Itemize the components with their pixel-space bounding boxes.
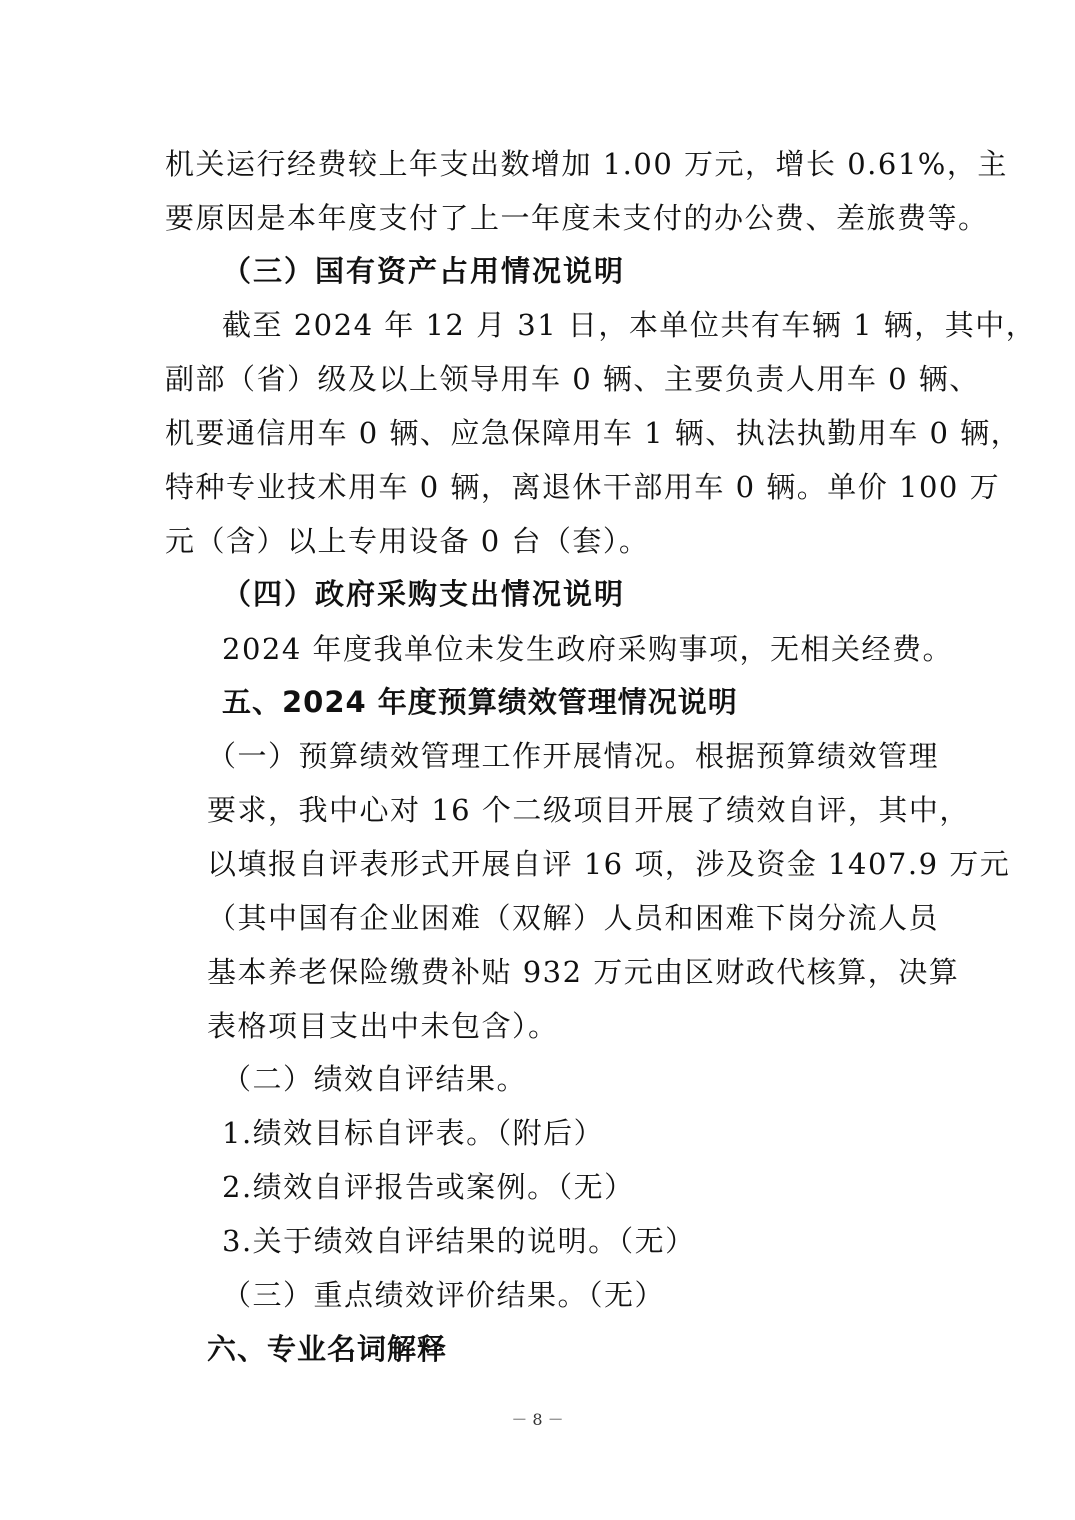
paragraph-line: 表格项目支出中未包含）。: [207, 1009, 559, 1043]
paragraph-line: 机要通信用车 0 辆、应急保障用车 1 辆、执法执勤用车 0 辆，: [165, 416, 1022, 450]
list-item: 3.关于绩效自评结果的说明。（无）: [222, 1224, 696, 1258]
paragraph-line: 截至 2024 年 12 月 31 日，本单位共有车辆 1 辆，其中，: [222, 308, 1037, 342]
section-title-6: 六、专业名词解释: [207, 1332, 448, 1366]
paragraph-line: 特种专业技术用车 0 辆，离退休干部用车 0 辆。单价 100 万: [165, 470, 1001, 504]
subsection-heading-assets: （三）国有资产占用情况说明: [222, 254, 626, 288]
paragraph-line: 2024 年度我单位未发生政府采购事项，无相关经费。: [222, 632, 954, 666]
list-item: （三）重点绩效评价结果。（无）: [222, 1278, 666, 1312]
paragraph-line: 以填报自评表形式开展自评 16 项，涉及资金 1407.9 万元: [207, 847, 1011, 881]
paragraph-line: 元（含）以上专用设备 0 台（套）。: [165, 524, 650, 558]
paragraph-line: 基本养老保险缴费补贴 932 万元由区财政代核算，决算: [207, 955, 960, 989]
paragraph-line: 机关运行经费较上年支出数增加 1.00 万元，增长 0.61%，主: [165, 147, 1008, 181]
subsection-heading-procurement: （四）政府采购支出情况说明: [222, 577, 626, 611]
subsection-heading-results: （二）绩效自评结果。: [222, 1062, 528, 1096]
page-number: － 8 －: [511, 1410, 564, 1429]
section-title-5: 五、2024 年度预算绩效管理情况说明: [222, 685, 738, 719]
paragraph-line: 要原因是本年度支付了上一年度未支付的办公费、差旅费等。: [165, 201, 989, 235]
list-item: 2.绩效自评报告或案例。（无）: [222, 1170, 635, 1204]
paragraph-line: 副部（省）级及以上领导用车 0 辆、主要负责人用车 0 辆、: [165, 362, 980, 396]
paragraph-line: 要求，我中心对 16 个二级项目开展了绩效自评，其中，: [207, 793, 970, 827]
list-item: 1.绩效目标自评表。（附后）: [222, 1116, 605, 1150]
paragraph-line: （一）预算绩效管理工作开展情况。根据预算绩效管理: [207, 739, 940, 773]
paragraph-line: （其中国有企业困难（双解）人员和困难下岗分流人员: [207, 901, 940, 935]
